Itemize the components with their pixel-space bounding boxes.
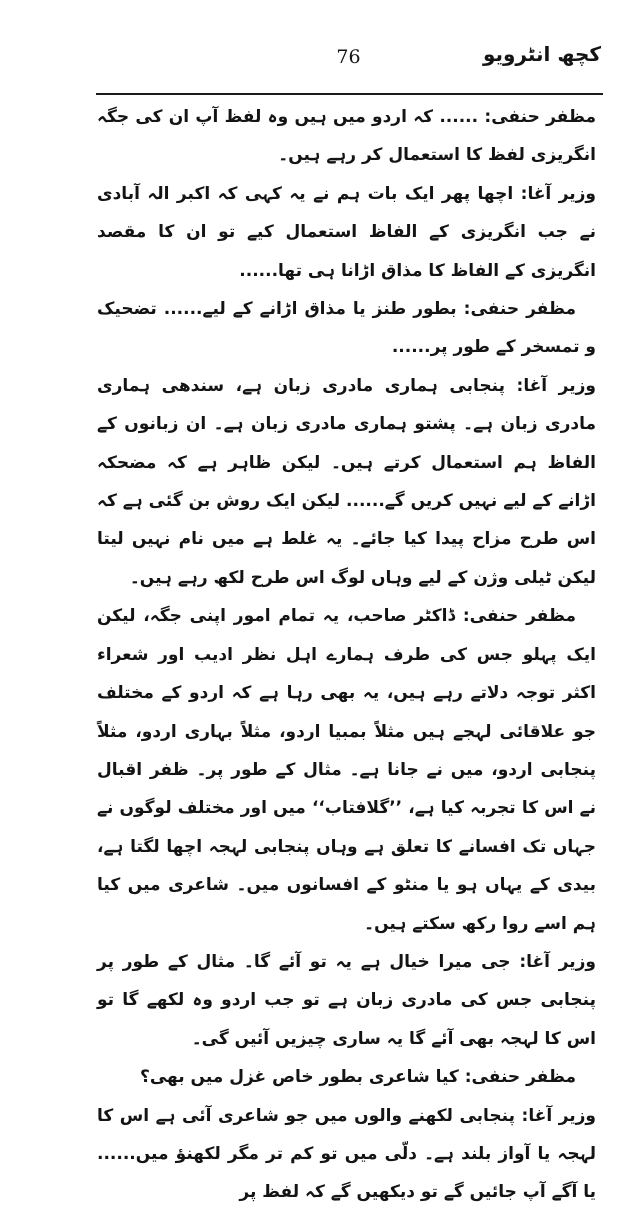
paragraph [97,367,596,597]
speaker-name: مظفر حنفی: [464,1067,576,1088]
paragraph-text: بطور طنز یا مذاق اڑانے کے لیے...... تضحیک و تمسخر کے طور پر...... [97,299,596,358]
paragraph [97,290,596,367]
paragraph [97,98,596,175]
header-rule [96,93,603,95]
speaker-name: وزیر آغا: [516,375,596,396]
page-header [96,40,601,90]
speaker-name: مظفر حنفی: [484,107,596,127]
paragraph-text: جی میرا خیال ہے یہ تو آئے گا۔ مثال کے طور پر پنجابی جس کی مادری زبان ہے تو جب اردو وہ لکھے گا تو اس کا لہجہ بھی آئے گا یہ ساری چیزیں آئیں گی۔ [97,951,596,1049]
paragraph [97,1058,596,1096]
paragraph-text: ...... کہ اردو میں ہیں وہ لفظ آپ ان کی جگہ انگریزی لفظ کا استعمال کر رہے ہیں۔ [97,107,596,166]
page-number: 76 [336,46,361,68]
paragraph [97,1097,596,1212]
paragraph [97,943,596,1058]
paragraph-text: اچھا پھر ایک بات ہم نے یہ کہی کہ اکبر الہ آبادی نے جب انگریزی کے الفاظ استعمال کیے تو ان کا مقصد انگریزی کے الفاظ کا مذاق اڑانا ہی تھا...... [97,183,596,281]
speaker-name: مظفر حنفی: [463,299,576,320]
speaker-name: وزیر آغا: [519,951,597,972]
paragraph [97,175,596,290]
speaker-name: وزیر آغا: [520,183,597,204]
paragraph-text: کیا شاعری بطور خاص غزل میں بھی؟ [139,1067,459,1088]
paragraph [97,597,596,943]
paragraph-text: پنجابی لکھنے والوں میں جو شاعری آئی ہے اس کا لہجہ یا آواز بلند ہے۔ دلّی میں تو کم تر مگر لکھنؤ میں...... یا آگے آپ جائیں گے تو دیکھیں گے کہ لفظ پر [97,1105,596,1203]
paragraph-text: پنجابی ہماری مادری زبان ہے، سندھی ہماری مادری زبان ہے۔ پشتو ہماری مادری زبان ہے۔ ان زبانوں کے الفاظ ہم استعمال کرتے ہیں۔ لیکن ظاہر ہے کہ مضحکہ اڑانے کے لیے نہیں کریں گے...... لیکن ایک روش بن گئی ہے کہ اس طرح مزاح پیدا کیا جائے۔ یہ غلط ہے میں نام نہیں لیتا لیکن ٹیلی وژن کے لیے وہاں لوگ اس طرح لکھ رہے ہیں۔ [97,375,596,588]
speaker-name: وزیر آغا: [521,1105,597,1126]
paragraph-text: ڈاکٹر صاحب، یہ تمام امور اپنی جگہ، لیکن ایک پہلو جس کی طرف ہمارے اہل نظر ادیب اور شعراء اکثر توجہ دلاتے رہے ہیں، یہ بھی رہا ہے کہ اردو کے مختلف جو علاقائی لہجے ہیں مثلاً بمبیا اردو، مثلاً بہاری اردو، مثلاً پنجابی اردو، میں نے جانا ہے۔ مثال کے طور پر۔ ظفر اقبال نے اس کا تجربہ کیا ہے، ’’گلافتاب‘‘ میں اور مختلف لوگوں نے جہاں تک افسانے کا تعلق ہے وہاں پنجابی لہجہ اچھا لگتا ہے، بیدی کے یہاں ہو یا منٹو کے افسانوں میں۔ شاعری میں کیا ہم اسے روا رکھ سکتے ہیں۔ [97,606,596,934]
running-title: کچھ انٹرویو [482,42,601,66]
page-body [97,98,597,1203]
speaker-name: مظفر حنفی: [462,606,576,627]
